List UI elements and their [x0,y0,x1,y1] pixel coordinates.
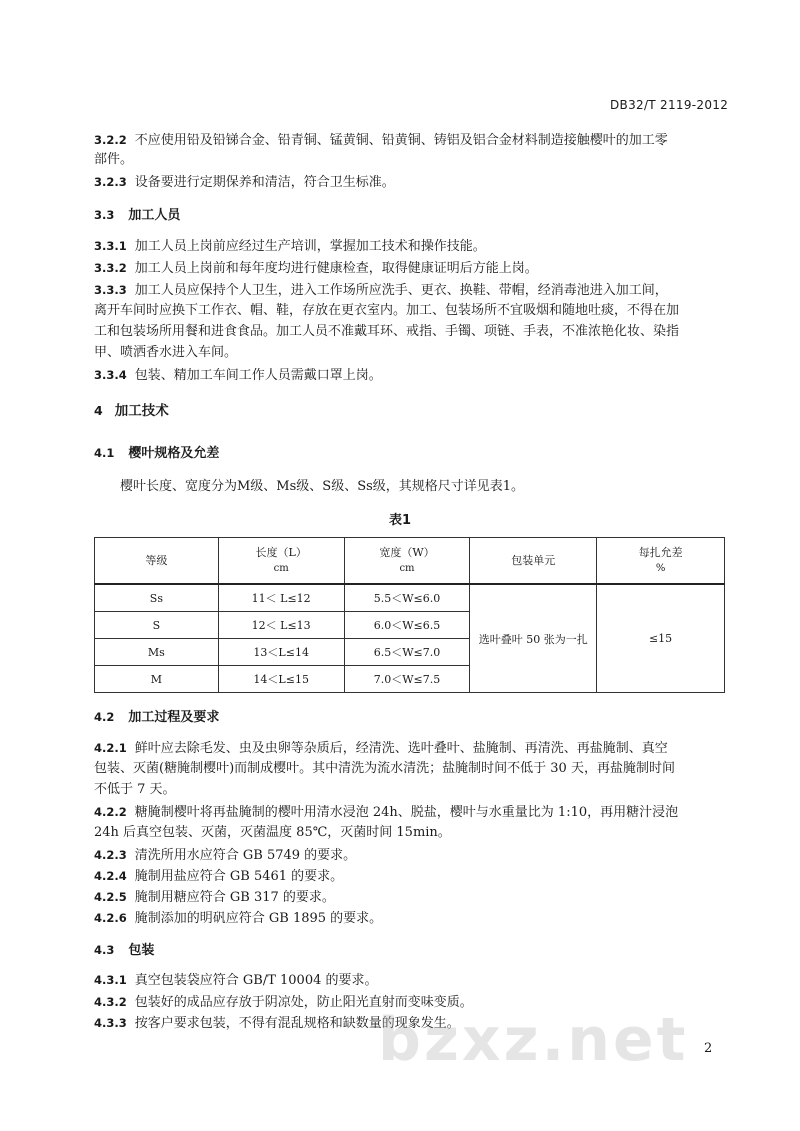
clause-text: 腌制用盐应符合 GB 5461 的要求。 [134,869,344,884]
header-length-unit: cm [273,562,289,574]
cell-width: 7.0＜W≤7.5 [344,666,470,693]
cell-length: 12＜ L≤13 [218,612,344,639]
clause-3-3-3-line4 [94,341,724,365]
clause-text: 24h 后真空包装、灭菌，灭菌温度 85℃，灭菌时间 15min。 [94,825,451,840]
clause-3-2-3 [94,170,724,195]
clause-text: 不低于 7 天。 [94,782,176,797]
clause-text: 包装好的成品应存放于阴凉处，防止阳光直射而变味变质。 [134,995,473,1010]
header-tolerance-unit: % [655,562,666,574]
cell-grade: S [95,612,219,639]
clause-text: 加工人员应保持个人卫生，进入工作场所应洗手、更衣、换鞋、带帽，经消毒池进入加工间， [134,283,668,298]
cell-package: 选叶叠叶 50 张为一扎 [470,584,597,693]
clause-number: 4.2.5 [94,890,127,904]
cell-grade: M [95,666,219,693]
cell-width: 6.5＜W≤7.0 [344,639,470,666]
clause-4-2-6 [94,906,724,931]
intro-text: 樱叶长度、宽度分为M级、Ms级、S级、Ss级，其规格尺寸详见表1。 [120,479,525,494]
heading-4-2 [94,705,219,730]
cell-tolerance: ≤15 [597,584,725,693]
header-tolerance: 每扎允差 % [597,538,725,585]
heading-number: 4 [94,403,103,418]
clause-4-2-2-line2 [94,821,724,845]
clause-number: 3.3.2 [94,261,127,275]
heading-title: 加工人员 [128,208,181,223]
document-code: DB32/T 2119-2012 [610,98,729,112]
heading-number: 3.3 [94,208,115,222]
heading-4-3 [94,938,154,963]
clause-text: 清洗所用水应符合 GB 5749 的要求。 [134,848,357,863]
clause-text: 加工人员上岗前应经过生产培训，掌握加工技术和操作技能。 [134,239,486,254]
clause-text: 糖腌制樱叶将再盐腌制的樱叶用清水浸泡 24h、脱盐，樱叶与水重量比为 1:10，再用糖汁浸泡 [134,805,679,820]
cell-grade: Ss [95,584,219,612]
clause-number: 4.2.3 [94,848,127,862]
spec-table [94,537,725,693]
clause-number: 4.2.6 [94,911,127,925]
clause-number: 4.3.3 [94,1016,127,1030]
clause-3-3-4 [94,363,724,388]
header-package: 包装单元 [470,538,597,585]
clause-text: 包装、灭菌(糖腌制樱叶)而制成樱叶。其中清洗为流水清洗；盐腌制时间不低于 30 天，再盐腌制时间 [94,761,675,776]
cell-width: 6.0＜W≤6.5 [344,612,470,639]
clause-text: 鲜叶应去除毛发、虫及虫卵等杂质后，经清洗、选叶叠叶、盐腌制、再清洗、再盐腌制、真空 [134,741,668,756]
clause-text: 按客户要求包装，不得有混乱规格和缺数量的现象发生。 [134,1016,460,1031]
header-width: 宽度（W） cm [344,538,470,585]
heading-title: 樱叶规格及允差 [128,446,220,461]
clause-number: 3.2.2 [94,133,127,147]
heading-title: 包装 [128,943,155,958]
clause-text: 腌制用糖应符合 GB 317 的要求。 [134,890,335,905]
table-header-row [95,538,725,585]
clause-text: 设备要进行定期保养和清洁，符合卫生标准。 [134,175,395,190]
clause-number: 4.3.2 [94,995,127,1009]
cell-width: 5.5＜W≤6.0 [344,584,470,612]
table-row [95,584,725,612]
clause-text: 包装、精加工车间工作人员需戴口罩上岗。 [134,368,382,383]
heading-number: 4.3 [94,943,115,957]
clause-text: 离开车间时应换下工作衣、帽、鞋，存放在更衣室内。加工、包装场所不宜吸烟和随地吐痰，不得在加 [94,303,680,318]
table-intro [120,475,750,499]
clause-number: 4.3.1 [94,973,127,987]
clause-text: 真空包装袋应符合 GB/T 10004 的要求。 [134,973,378,988]
clause-4-2-1-line3 [94,778,724,802]
clause-number: 4.2.1 [94,741,127,755]
clause-text: 腌制添加的明矾应符合 GB 1895 的要求。 [134,911,383,926]
clause-text: 不应使用铅及铅锑合金、铅青铜、锰黄铜、铅黄铜、铸铝及铝合金材料制造接触樱叶的加工零 [134,133,668,148]
heading-title: 加工技术 [114,403,169,419]
heading-3-3 [94,203,180,228]
clause-number: 3.3.4 [94,368,127,382]
clause-3-2-2-continued [94,148,724,172]
heading-number: 4.2 [94,710,115,724]
heading-4-1 [94,441,219,466]
table-caption: 表1 [388,513,412,528]
clause-number: 3.2.3 [94,175,127,189]
clause-number: 3.3.3 [94,283,127,297]
clause-text: 加工人员上岗前和每年度均进行健康检查，取得健康证明后方能上岗。 [134,261,538,276]
clause-text: 工和包装场所用餐和进食食品。加工人员不准戴耳环、戒指、手镯、项链、手表，不准浓艳化妆、染指 [94,324,680,339]
page-number: 2 [704,1041,713,1056]
clause-number: 4.2.4 [94,869,127,883]
cell-length: 11＜ L≤12 [218,584,344,612]
watermark: bzxz.net [378,1005,689,1075]
heading-number: 4.1 [94,446,115,460]
cell-length: 13＜L≤14 [218,639,344,666]
clause-number: 3.3.1 [94,239,127,253]
header-width-unit: cm [399,562,415,574]
cell-length: 14＜L≤15 [218,666,344,693]
clause-text: 甲、喷洒香水进入车间。 [94,345,238,360]
heading-4 [94,399,169,423]
cell-grade: Ms [95,639,219,666]
header-grade: 等级 [95,538,219,585]
clause-text: 部件。 [94,152,134,167]
clause-number: 4.2.2 [94,805,127,819]
heading-title: 加工过程及要求 [128,710,220,725]
header-length: 长度（L） cm [218,538,344,585]
